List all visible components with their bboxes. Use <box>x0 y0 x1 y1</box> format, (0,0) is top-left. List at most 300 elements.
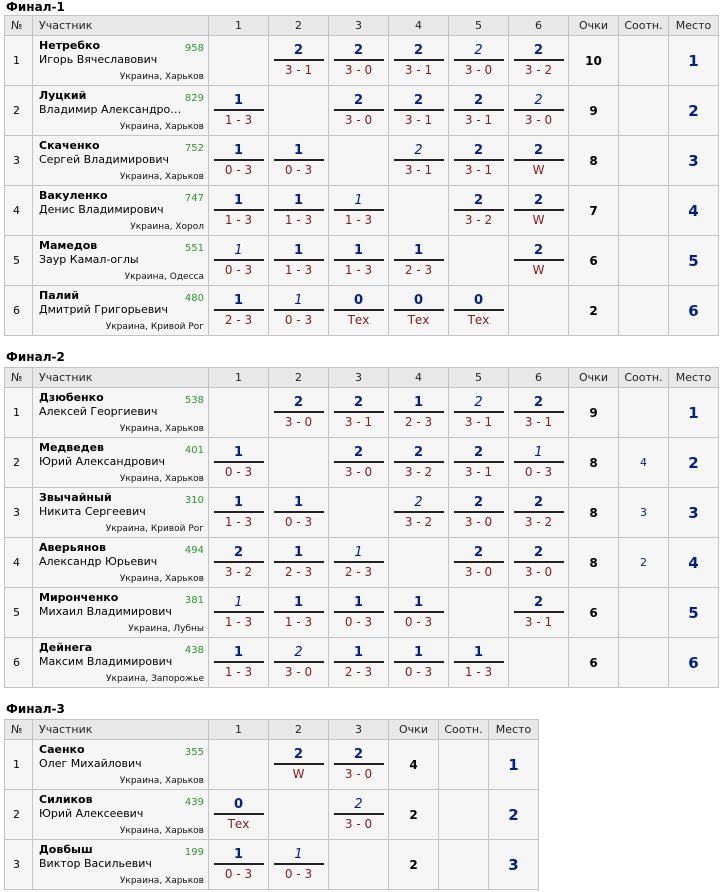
match-points: 1 <box>274 594 324 613</box>
match-cell <box>389 286 449 336</box>
participant-cell <box>33 36 209 86</box>
match-points: 2 <box>454 192 504 211</box>
player-given-names: Владимир Александро… <box>39 103 182 116</box>
participant-cell <box>33 538 209 588</box>
self-match-cell <box>269 790 329 840</box>
player-given-names: Юрий Александрович <box>39 455 166 468</box>
match-points: 2 <box>394 142 444 161</box>
header-points: Очки <box>389 720 439 740</box>
header-ratio: Соотн. <box>619 16 669 36</box>
participant-cell <box>33 790 209 840</box>
self-match-cell <box>329 840 389 890</box>
player-rating: 439 <box>184 797 204 808</box>
match-cell <box>509 36 569 86</box>
player-given-names: Юрий Алексеевич <box>39 807 144 820</box>
row-number: 3 <box>5 840 33 890</box>
match-cell <box>329 36 389 86</box>
match-points: 2 <box>394 42 444 61</box>
total-points: 9 <box>569 86 619 136</box>
match-points: 1 <box>394 644 444 663</box>
player-surname[interactable]: Довбыш <box>39 843 93 856</box>
ratio-value <box>619 638 669 688</box>
match-cell <box>209 840 269 890</box>
match-score: 1 - 3 <box>344 213 373 227</box>
row-number: 6 <box>5 638 33 688</box>
match-cell <box>329 740 389 790</box>
match-score: Тех <box>467 313 490 327</box>
header-opponent-2: 2 <box>269 368 329 388</box>
match-cell <box>329 286 389 336</box>
match-cell <box>329 86 389 136</box>
match-points: 1 <box>394 394 444 413</box>
table-row <box>5 790 539 840</box>
header-opponent-5: 5 <box>449 368 509 388</box>
total-points: 7 <box>569 186 619 236</box>
header-opponent-4: 4 <box>389 368 449 388</box>
match-score: 1 - 3 <box>344 263 373 277</box>
table-row <box>5 488 719 538</box>
match-cell <box>329 388 389 438</box>
match-score: 3 - 1 <box>404 113 433 127</box>
match-cell <box>209 186 269 236</box>
player-city: Украина, Кривой Рог <box>105 524 204 534</box>
ratio-value <box>619 136 669 186</box>
header-participant: Участник <box>33 368 209 388</box>
player-given-names: Алексей Георгиевич <box>39 405 158 418</box>
total-points: 4 <box>389 740 439 790</box>
player-rating: 438 <box>184 645 204 656</box>
match-points: 1 <box>274 292 324 311</box>
self-match-cell <box>209 36 269 86</box>
player-given-names: Олег Михайлович <box>39 757 142 770</box>
match-cell <box>269 236 329 286</box>
player-rating: 381 <box>184 595 204 606</box>
row-number: 5 <box>5 588 33 638</box>
match-cell <box>389 588 449 638</box>
player-given-names: Александр Юрьевич <box>39 555 158 568</box>
header-opponent-1: 1 <box>209 720 269 740</box>
match-cell <box>449 488 509 538</box>
player-rating: 829 <box>184 93 204 104</box>
match-score: 3 - 0 <box>524 113 553 127</box>
header-opponent-6: 6 <box>509 16 569 36</box>
header-opponent-3: 3 <box>329 368 389 388</box>
self-match-cell <box>269 438 329 488</box>
match-score: 2 - 3 <box>284 565 313 579</box>
match-score: 1 - 3 <box>224 615 253 629</box>
table-row <box>5 286 719 336</box>
match-cell <box>269 840 329 890</box>
match-cell <box>269 286 329 336</box>
group-title: Финал-2 <box>6 350 65 364</box>
match-cell <box>509 136 569 186</box>
final-place: 1 <box>489 740 539 790</box>
match-score: 3 - 2 <box>524 515 553 529</box>
row-number: 5 <box>5 236 33 286</box>
header-participant: Участник <box>33 16 209 36</box>
match-score: 3 - 1 <box>344 415 373 429</box>
header-points: Очки <box>569 368 619 388</box>
match-score: 3 - 1 <box>464 465 493 479</box>
player-rating: 199 <box>184 847 204 858</box>
row-number: 4 <box>5 186 33 236</box>
header-opponent-1: 1 <box>209 368 269 388</box>
self-match-cell <box>389 186 449 236</box>
match-score: 3 - 0 <box>464 515 493 529</box>
player-surname[interactable]: Миронченко <box>39 591 119 604</box>
match-score: W <box>532 213 545 227</box>
match-cell <box>209 488 269 538</box>
player-rating: 747 <box>184 193 204 204</box>
total-points: 8 <box>569 438 619 488</box>
participant-cell <box>33 740 209 790</box>
match-points: 1 <box>334 544 384 563</box>
match-cell <box>269 186 329 236</box>
player-surname[interactable]: Силиков <box>39 793 93 806</box>
player-given-names: Игорь Вячеславович <box>39 53 158 66</box>
ratio-value <box>619 388 669 438</box>
match-points: 1 <box>274 544 324 563</box>
player-surname[interactable]: Палий <box>39 289 80 302</box>
match-cell <box>209 790 269 840</box>
self-match-cell <box>449 236 509 286</box>
group-title: Финал-1 <box>6 0 65 14</box>
ratio-value <box>619 36 669 86</box>
player-rating: 551 <box>184 243 204 254</box>
match-score: 3 - 2 <box>464 213 493 227</box>
group-title: Финал-3 <box>6 702 65 716</box>
match-points: 2 <box>514 394 564 413</box>
final-place: 5 <box>669 588 719 638</box>
table-row <box>5 740 539 790</box>
ratio-value <box>619 588 669 638</box>
match-score: 0 - 3 <box>404 615 433 629</box>
player-surname[interactable]: Аверьянов <box>39 541 106 554</box>
self-match-cell <box>209 740 269 790</box>
match-cell <box>509 488 569 538</box>
match-cell <box>269 588 329 638</box>
match-points: 1 <box>214 594 264 613</box>
match-score: 3 - 1 <box>464 415 493 429</box>
match-cell <box>209 538 269 588</box>
match-points: 2 <box>274 394 324 413</box>
match-score: 3 - 0 <box>284 665 313 679</box>
match-points: 1 <box>394 594 444 613</box>
match-score: 3 - 0 <box>344 63 373 77</box>
self-match-cell <box>269 86 329 136</box>
self-match-cell <box>329 136 389 186</box>
player-city: Украина, Лубны <box>128 624 204 634</box>
header-num: № <box>5 368 33 388</box>
player-given-names: Максим Владимирович <box>39 655 173 668</box>
player-rating: 310 <box>184 495 204 506</box>
total-points: 6 <box>569 236 619 286</box>
player-surname[interactable]: Дейнега <box>39 641 93 654</box>
player-rating: 401 <box>184 445 204 456</box>
total-points: 2 <box>389 840 439 890</box>
match-points: 2 <box>454 42 504 61</box>
self-match-cell <box>389 538 449 588</box>
header-opponent-2: 2 <box>269 720 329 740</box>
match-points: 2 <box>334 42 384 61</box>
ratio-value <box>439 790 489 840</box>
match-cell <box>209 638 269 688</box>
player-city: Украина, Харьков <box>119 72 204 82</box>
header-place: Место <box>489 720 539 740</box>
match-score: 3 - 0 <box>344 817 373 831</box>
table-row <box>5 538 719 588</box>
row-number: 2 <box>5 790 33 840</box>
total-points: 8 <box>569 136 619 186</box>
match-points: 2 <box>454 92 504 111</box>
match-points: 2 <box>514 544 564 563</box>
final-place: 1 <box>669 388 719 438</box>
total-points: 8 <box>569 538 619 588</box>
row-number: 6 <box>5 286 33 336</box>
match-score: 0 - 3 <box>224 465 253 479</box>
match-points: 2 <box>274 746 324 765</box>
ratio-value: 3 <box>619 488 669 538</box>
match-score: 3 - 1 <box>464 163 493 177</box>
match-score: 0 - 3 <box>284 867 313 881</box>
participant-cell <box>33 388 209 438</box>
match-cell <box>389 36 449 86</box>
player-given-names: Никита Сергеевич <box>39 505 146 518</box>
player-rating: 958 <box>184 43 204 54</box>
ratio-value <box>619 236 669 286</box>
participant-cell <box>33 638 209 688</box>
player-surname[interactable]: Звычайный <box>39 491 112 504</box>
match-cell <box>329 588 389 638</box>
match-score: 1 - 3 <box>464 665 493 679</box>
header-participant: Участник <box>33 720 209 740</box>
player-given-names: Сергей Владимирович <box>39 153 169 166</box>
match-cell <box>329 638 389 688</box>
player-surname[interactable]: Мамедов <box>39 239 98 252</box>
self-match-cell <box>449 588 509 638</box>
match-score: 3 - 1 <box>404 63 433 77</box>
ratio-value: 2 <box>619 538 669 588</box>
match-score: 3 - 1 <box>524 615 553 629</box>
player-given-names: Виктор Васильевич <box>39 857 152 870</box>
match-score: W <box>532 263 545 277</box>
header-ratio: Соотн. <box>619 368 669 388</box>
match-points: 2 <box>514 242 564 261</box>
standings-table <box>4 15 719 336</box>
match-score: 3 - 1 <box>404 163 433 177</box>
match-score: 3 - 2 <box>524 63 553 77</box>
match-points: 2 <box>334 394 384 413</box>
match-points: 2 <box>514 142 564 161</box>
match-cell <box>269 136 329 186</box>
ratio-value <box>619 286 669 336</box>
match-score: 2 - 3 <box>344 565 373 579</box>
player-rating: 494 <box>184 545 204 556</box>
final-place: 4 <box>669 538 719 588</box>
match-points: 2 <box>454 544 504 563</box>
match-cell <box>329 538 389 588</box>
match-points: 1 <box>214 192 264 211</box>
match-score: 0 - 3 <box>224 867 253 881</box>
header-place: Место <box>669 16 719 36</box>
header-opponent-5: 5 <box>449 16 509 36</box>
match-score: 1 - 3 <box>284 263 313 277</box>
match-score: 3 - 0 <box>344 113 373 127</box>
player-city: Украина, Харьков <box>119 826 204 836</box>
match-points: 1 <box>274 242 324 261</box>
match-score: 3 - 1 <box>524 415 553 429</box>
match-cell <box>449 36 509 86</box>
player-city: Украина, Одесса <box>124 272 204 282</box>
match-points: 1 <box>214 292 264 311</box>
match-score: 3 - 0 <box>344 767 373 781</box>
match-score: Тех <box>347 313 370 327</box>
match-points: 1 <box>274 192 324 211</box>
match-score: W <box>292 767 305 781</box>
match-points: 1 <box>214 494 264 513</box>
player-city: Украина, Харьков <box>119 876 204 886</box>
ratio-value: 4 <box>619 438 669 488</box>
final-place: 1 <box>669 36 719 86</box>
match-score: Тех <box>227 817 250 831</box>
player-rating: 480 <box>184 293 204 304</box>
standings-table <box>4 367 719 688</box>
match-score: 0 - 3 <box>284 163 313 177</box>
header-num: № <box>5 720 33 740</box>
header-num: № <box>5 16 33 36</box>
final-place: 3 <box>669 136 719 186</box>
participant-cell <box>33 136 209 186</box>
match-cell <box>389 236 449 286</box>
match-score: 0 - 3 <box>284 515 313 529</box>
match-cell <box>209 86 269 136</box>
match-points: 1 <box>334 242 384 261</box>
match-points: 2 <box>514 192 564 211</box>
match-cell <box>509 538 569 588</box>
row-number: 1 <box>5 388 33 438</box>
header-points: Очки <box>569 16 619 36</box>
participant-cell <box>33 588 209 638</box>
match-points: 2 <box>394 92 444 111</box>
row-number: 1 <box>5 36 33 86</box>
match-points: 1 <box>454 644 504 663</box>
player-surname[interactable]: Луцкий <box>39 89 87 102</box>
match-score: 2 - 3 <box>344 665 373 679</box>
match-cell <box>389 438 449 488</box>
total-points: 2 <box>389 790 439 840</box>
match-cell <box>509 438 569 488</box>
row-number: 2 <box>5 86 33 136</box>
match-score: 0 - 3 <box>284 313 313 327</box>
match-cell <box>269 388 329 438</box>
player-rating: 752 <box>184 143 204 154</box>
player-surname[interactable]: Скаченко <box>39 139 100 152</box>
match-points: 0 <box>214 796 264 815</box>
match-cell <box>269 740 329 790</box>
match-cell <box>269 538 329 588</box>
match-cell <box>509 388 569 438</box>
match-cell <box>509 186 569 236</box>
match-cell <box>269 638 329 688</box>
player-city: Украина, Харьков <box>119 474 204 484</box>
row-number: 1 <box>5 740 33 790</box>
match-score: 1 - 3 <box>284 213 313 227</box>
match-score: 3 - 1 <box>464 113 493 127</box>
match-points: 2 <box>514 494 564 513</box>
match-points: 2 <box>394 444 444 463</box>
match-points: 2 <box>394 494 444 513</box>
match-score: 1 - 3 <box>224 213 253 227</box>
row-number: 3 <box>5 136 33 186</box>
player-surname[interactable]: Саенко <box>39 743 85 756</box>
match-cell <box>389 136 449 186</box>
match-score: 0 - 3 <box>524 465 553 479</box>
match-cell <box>329 438 389 488</box>
final-place: 4 <box>669 186 719 236</box>
match-cell <box>209 236 269 286</box>
match-points: 1 <box>214 644 264 663</box>
match-points: 0 <box>334 292 384 311</box>
header-opponent-6: 6 <box>509 368 569 388</box>
player-given-names: Денис Владимирович <box>39 203 164 216</box>
match-points: 2 <box>454 142 504 161</box>
match-points: 2 <box>514 92 564 111</box>
header-ratio: Соотн. <box>439 720 489 740</box>
ratio-value <box>439 840 489 890</box>
player-surname[interactable]: Дзюбенко <box>39 391 104 404</box>
match-cell <box>449 86 509 136</box>
player-rating: 355 <box>184 747 204 758</box>
total-points: 8 <box>569 488 619 538</box>
participant-cell <box>33 186 209 236</box>
player-city: Украина, Харьков <box>119 122 204 132</box>
match-cell <box>449 286 509 336</box>
row-number: 3 <box>5 488 33 538</box>
match-score: 1 - 3 <box>224 665 253 679</box>
self-match-cell <box>209 388 269 438</box>
player-surname[interactable]: Вакуленко <box>39 189 108 202</box>
final-place: 2 <box>669 438 719 488</box>
match-score: 3 - 2 <box>404 515 433 529</box>
match-score: 3 - 2 <box>404 465 433 479</box>
self-match-cell <box>509 638 569 688</box>
row-number: 4 <box>5 538 33 588</box>
total-points: 2 <box>569 286 619 336</box>
total-points: 10 <box>569 36 619 86</box>
total-points: 6 <box>569 588 619 638</box>
player-surname[interactable]: Нетребко <box>39 39 101 52</box>
match-score: 0 - 3 <box>344 615 373 629</box>
player-surname[interactable]: Медведев <box>39 441 105 454</box>
participant-cell <box>33 840 209 890</box>
match-points: 0 <box>454 292 504 311</box>
match-cell <box>449 438 509 488</box>
final-place: 6 <box>669 286 719 336</box>
match-cell <box>209 438 269 488</box>
match-cell <box>449 136 509 186</box>
total-points: 9 <box>569 388 619 438</box>
match-points: 1 <box>214 444 264 463</box>
match-cell <box>209 286 269 336</box>
match-cell <box>509 86 569 136</box>
match-points: 1 <box>214 142 264 161</box>
participant-cell <box>33 286 209 336</box>
match-points: 2 <box>274 644 324 663</box>
final-place: 2 <box>669 86 719 136</box>
match-score: 1 - 3 <box>224 515 253 529</box>
match-score: 2 - 3 <box>404 415 433 429</box>
match-points: 2 <box>514 594 564 613</box>
